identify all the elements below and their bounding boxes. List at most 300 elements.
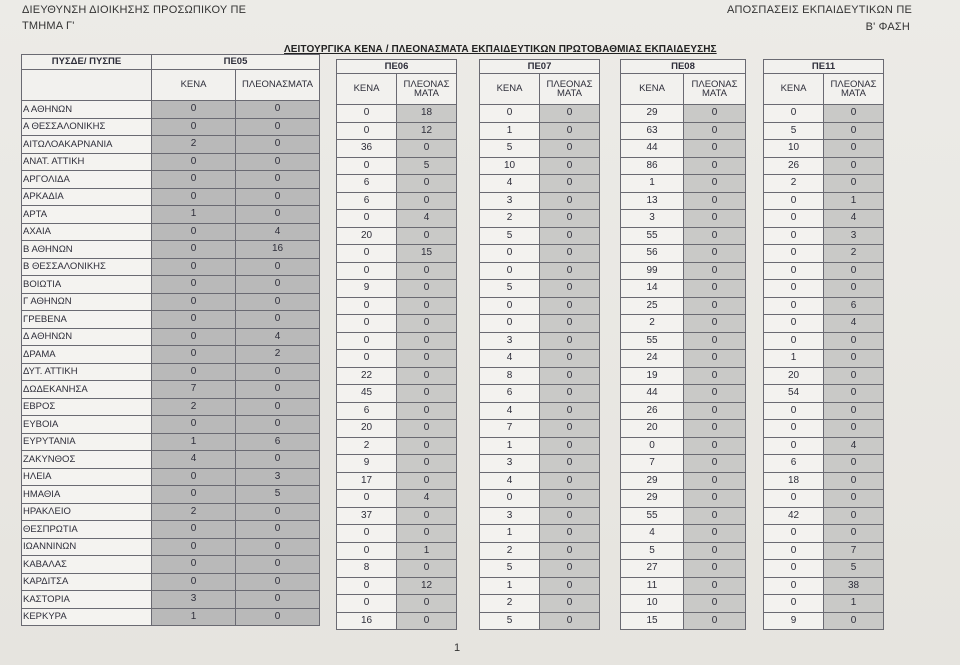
kena-cell: 18 [764,472,824,490]
table-row [621,385,746,403]
kena-cell: 26 [764,157,824,175]
pleonasmata-cell: 0 [824,525,884,543]
table-row [22,118,320,136]
table-row [480,105,600,123]
kena-cell: 54 [764,385,824,403]
table-row [22,276,320,294]
region-name-cell: ΔΡΑΜΑ [22,346,152,364]
table-row [480,227,600,245]
kena-cell: 7 [480,420,540,438]
region-name-cell: Γ ΑΘΗΝΩΝ [22,293,152,311]
table-body-pe05 [22,101,320,626]
kena-cell: 0 [764,227,824,245]
region-name-cell: ΑΡΚΑΔΙΑ [22,188,152,206]
pleonasmata-cell: 0 [824,367,884,385]
kena-cell: 0 [337,262,397,280]
pleonasmata-cell: 0 [684,105,746,123]
pleonasmata-cell: 0 [540,612,600,630]
table-row [764,385,884,403]
pleonasmata-cell: 0 [684,420,746,438]
pleonasmata-cell: 0 [540,210,600,228]
kena-cell: 0 [152,276,236,294]
table-row [764,332,884,350]
pleonasmata-cell: 0 [824,157,884,175]
col-mata-label: ΜΑΤΑ [557,88,582,99]
kena-cell: 0 [337,525,397,543]
kena-cell: 2 [480,210,540,228]
table-row [22,346,320,364]
kena-cell: 7 [621,455,684,473]
table-row [764,577,884,595]
table-row [764,525,884,543]
kena-cell: 0 [764,402,824,420]
kena-cell: 63 [621,122,684,140]
table-row [337,262,457,280]
pleonasmata-cell: 0 [540,420,600,438]
kena-cell: 10 [621,595,684,613]
table-row [480,455,600,473]
table-row [621,157,746,175]
kena-cell: 0 [764,490,824,508]
table-row [337,210,457,228]
kena-cell: 86 [621,157,684,175]
header-department: ΤΜΗΜΑ Γ' [22,20,75,32]
kena-cell: 0 [764,595,824,613]
kena-cell: 0 [621,437,684,455]
pleonasmata-cell: 3 [236,468,320,486]
pleonasmata-cell: 0 [397,297,457,315]
col-pleonasmata-header: ΠΛΕΟΝΑΣΜΑΤΑ [236,70,320,101]
table-row [480,577,600,595]
table-body-pe07 [480,105,600,630]
region-name-cell: ΑΧΑΙΑ [22,223,152,241]
kena-cell: 0 [152,171,236,189]
kena-cell: 20 [337,420,397,438]
pleonasmata-cell: 0 [824,175,884,193]
pleonasmata-cell: 12 [397,122,457,140]
region-name-cell: ΑΙΤΩΛΟΑΚΑΡΝΑΝΙΑ [22,136,152,154]
pleonasmata-cell: 0 [824,350,884,368]
table-row [621,350,746,368]
kena-cell: 0 [337,315,397,333]
table-row [764,157,884,175]
kena-cell: 2 [480,595,540,613]
pleonasmata-cell: 0 [397,455,457,473]
table-row [337,350,457,368]
table-row [337,560,457,578]
region-name-cell: ΘΕΣΠΡΩΤΙΑ [22,521,152,539]
kena-cell: 0 [152,328,236,346]
table-pe11 [763,59,884,630]
table-row [764,402,884,420]
kena-cell: 0 [764,420,824,438]
table-row [764,507,884,525]
pleonasmata-cell: 0 [236,608,320,626]
kena-cell: 2 [337,437,397,455]
pleonasmata-cell: 0 [236,538,320,556]
pleonasmata-cell: 0 [236,153,320,171]
pleonasmata-cell: 0 [397,280,457,298]
table-row [22,311,320,329]
pleonasmata-cell: 0 [397,560,457,578]
region-name-cell: ΔΥΤ. ΑΤΤΙΚΗ [22,363,152,381]
pleonasmata-cell: 0 [540,402,600,420]
region-header-spacer [22,70,152,101]
pleonasmata-cell: 0 [236,293,320,311]
kena-cell: 29 [621,490,684,508]
kena-cell: 0 [152,241,236,259]
pleonasmata-cell: 0 [397,595,457,613]
kena-cell: 16 [337,612,397,630]
table-row [22,521,320,539]
table-row [337,455,457,473]
kena-cell: 0 [480,490,540,508]
table-row [337,175,457,193]
region-name-cell: ΚΑΣΤΟΡΙΑ [22,591,152,609]
col-kena-header: ΚΕΝΑ [337,74,397,105]
table-row [480,175,600,193]
pleonasmata-cell: 4 [236,223,320,241]
kena-cell: 20 [764,367,824,385]
table-row [480,437,600,455]
kena-cell: 5 [480,612,540,630]
pleonasmata-cell: 5 [236,486,320,504]
kena-cell: 0 [764,297,824,315]
table-row [764,105,884,123]
pleonasmata-cell: 0 [236,451,320,469]
pleonasmata-cell: 0 [684,315,746,333]
pleonasmata-cell: 0 [824,402,884,420]
kena-cell: 0 [764,332,824,350]
pleonasmata-cell: 0 [824,420,884,438]
pleonasmata-cell: 4 [397,210,457,228]
kena-cell: 37 [337,507,397,525]
table-row [337,157,457,175]
kena-cell: 8 [480,367,540,385]
region-name-cell: ΑΝΑΤ. ΑΤΤΙΚΗ [22,153,152,171]
table-row [621,332,746,350]
table-row [480,420,600,438]
table-row [337,315,457,333]
table-row [621,437,746,455]
table-row [764,560,884,578]
kena-cell: 0 [480,262,540,280]
table-row [621,262,746,280]
pleonasmata-cell: 0 [684,367,746,385]
table-row [621,245,746,263]
pleonasmata-cell: 0 [824,140,884,158]
pleonasmata-cell: 0 [540,350,600,368]
kena-cell: 22 [337,367,397,385]
kena-cell: 19 [621,367,684,385]
pleonasmata-cell: 0 [397,140,457,158]
kena-cell: 6 [337,402,397,420]
pleonasmata-cell: 0 [540,507,600,525]
region-name-cell: ΕΥΒΟΙΑ [22,416,152,434]
pleonasmata-cell: 0 [236,101,320,119]
table-row [22,416,320,434]
kena-cell: 0 [152,293,236,311]
kena-cell: 0 [152,101,236,119]
kena-cell: 13 [621,192,684,210]
header-directorate: ΔΙΕΥΘΥΝΣΗ ΔΙΟΙΚΗΣΗΣ ΠΡΟΣΩΠΙΚΟΥ ΠΕ [22,4,247,16]
table-row [480,490,600,508]
kena-cell: 0 [152,556,236,574]
table-row [480,472,600,490]
table-row [621,472,746,490]
kena-cell: 6 [337,175,397,193]
table-row [22,206,320,224]
pleonasmata-cell: 0 [824,105,884,123]
table-row [337,542,457,560]
region-name-cell: ΚΑΡΔΙΤΣΑ [22,573,152,591]
table-row [764,280,884,298]
table-row [337,472,457,490]
col-kena-header: ΚΕΝΑ [152,70,236,101]
kena-cell: 5 [480,280,540,298]
table-row [337,402,457,420]
kena-cell: 4 [480,402,540,420]
table-row [337,297,457,315]
page-number: 1 [454,642,461,654]
kena-cell: 2 [152,398,236,416]
pleonasmata-cell: 0 [540,105,600,123]
region-name-cell: Β ΘΕΣΣΑΛΟΝΙΚΗΣ [22,258,152,276]
kena-cell: 4 [621,525,684,543]
pleonasmata-cell: 0 [236,381,320,399]
pleonasmata-cell: 0 [540,455,600,473]
pleonasmata-cell: 0 [236,363,320,381]
pleonasmata-cell: 16 [236,241,320,259]
table-row [22,328,320,346]
pleonasmata-cell: 0 [684,542,746,560]
pleonasmata-cell: 0 [397,472,457,490]
table-row [22,573,320,591]
group-header-pe07: ΠΕ07 [480,60,600,74]
col-pleonasmata-header [824,74,884,105]
table-row [480,367,600,385]
group-header-pe11: ΠΕ11 [764,60,884,74]
kena-cell: 0 [152,258,236,276]
table-row [480,332,600,350]
kena-cell: 20 [337,227,397,245]
pleonasmata-cell: 0 [540,437,600,455]
pleonasmata-cell: 0 [824,612,884,630]
table-row [22,433,320,451]
pleonasmata-cell: 0 [540,280,600,298]
pleonasmata-cell: 5 [397,157,457,175]
table-row [22,101,320,119]
table-row [22,451,320,469]
pleonasmata-cell: 0 [684,525,746,543]
kena-cell: 0 [152,538,236,556]
kena-cell: 0 [152,486,236,504]
table-row [22,591,320,609]
pleonasmata-cell: 0 [540,595,600,613]
col-pleonasmata-header [397,74,457,105]
region-name-cell: ΓΡΕΒΕΝΑ [22,311,152,329]
table-row [764,595,884,613]
kena-cell: 4 [480,350,540,368]
col-pleonas-label: ΠΛΕΟΝΑΣ [403,78,450,90]
pleonasmata-cell: 0 [236,521,320,539]
pleonasmata-cell: 0 [540,315,600,333]
table-row [621,577,746,595]
kena-cell: 9 [337,280,397,298]
pleonasmata-cell: 0 [540,490,600,508]
kena-cell: 44 [621,385,684,403]
kena-cell: 0 [337,577,397,595]
table-row [621,595,746,613]
kena-cell: 0 [764,105,824,123]
pleonasmata-cell: 12 [397,577,457,595]
pleonasmata-cell: 4 [236,328,320,346]
pleonasmata-cell: 0 [236,118,320,136]
table-row [480,297,600,315]
kena-cell: 2 [152,136,236,154]
kena-cell: 4 [480,175,540,193]
table-row [480,122,600,140]
kena-cell: 3 [621,210,684,228]
pleonasmata-cell: 0 [397,332,457,350]
table-row [337,595,457,613]
col-kena-header: ΚΕΝΑ [764,74,824,105]
table-row [337,612,457,630]
pleonasmata-cell: 0 [540,227,600,245]
table-row [22,363,320,381]
kena-cell: 99 [621,262,684,280]
col-kena-header: ΚΕΝΑ [621,74,684,105]
table-row [621,525,746,543]
kena-cell: 1 [480,577,540,595]
region-name-cell: ΚΕΡΚΥΡΑ [22,608,152,626]
table-pe06 [336,59,457,630]
kena-cell: 0 [764,280,824,298]
table-row [764,542,884,560]
pleonasmata-cell: 0 [236,311,320,329]
kena-cell: 14 [621,280,684,298]
kena-cell: 0 [337,350,397,368]
pleonasmata-cell: 0 [684,577,746,595]
kena-cell: 4 [152,451,236,469]
table-row [621,192,746,210]
pleonasmata-cell: 0 [236,136,320,154]
pleonasmata-cell: 0 [397,175,457,193]
table-row [621,612,746,630]
kena-cell: 1 [152,608,236,626]
kena-cell: 44 [621,140,684,158]
table-row [621,105,746,123]
table-row [337,245,457,263]
pleonasmata-cell: 6 [824,297,884,315]
kena-cell: 0 [337,490,397,508]
kena-cell: 5 [480,140,540,158]
pleonasmata-cell: 0 [684,210,746,228]
pleonasmata-cell: 0 [540,192,600,210]
kena-cell: 56 [621,245,684,263]
pleonasmata-cell: 0 [397,262,457,280]
pleonasmata-cell: 2 [236,346,320,364]
kena-cell: 3 [480,192,540,210]
table-row [764,297,884,315]
pleonasmata-cell: 0 [824,507,884,525]
pleonasmata-cell: 0 [540,577,600,595]
pleonasmata-cell: 0 [540,262,600,280]
pleonasmata-cell: 0 [397,525,457,543]
kena-cell: 27 [621,560,684,578]
kena-cell: 4 [480,472,540,490]
pleonasmata-cell: 0 [684,507,746,525]
table-row [480,140,600,158]
table-row [621,210,746,228]
kena-cell: 0 [337,122,397,140]
table-row [22,608,320,626]
pleonasmata-cell: 0 [684,472,746,490]
table-row [337,280,457,298]
kena-cell: 0 [764,315,824,333]
kena-cell: 5 [480,560,540,578]
kena-cell: 0 [152,468,236,486]
pleonasmata-cell: 0 [824,385,884,403]
kena-cell: 0 [152,153,236,171]
pleonasmata-cell: 1 [824,192,884,210]
kena-cell: 0 [152,118,236,136]
table-row [337,437,457,455]
pleonasmata-cell: 0 [397,192,457,210]
kena-cell: 0 [480,297,540,315]
table-row [480,245,600,263]
pleonasmata-cell: 4 [824,437,884,455]
kena-cell: 9 [337,455,397,473]
pleonasmata-cell: 0 [236,573,320,591]
pleonasmata-cell: 0 [397,367,457,385]
table-row [480,192,600,210]
pleonasmata-cell: 0 [684,157,746,175]
region-column-header: ΠΥΣΔΕ/ ΠΥΣΠΕ [22,55,152,70]
kena-cell: 1 [152,206,236,224]
table-row [480,210,600,228]
table-row [764,210,884,228]
table-row [764,122,884,140]
pleonasmata-cell: 0 [824,490,884,508]
table-row [480,525,600,543]
pleonasmata-cell: 0 [397,315,457,333]
pleonasmata-cell: 4 [824,210,884,228]
region-name-cell: ΑΡΤΑ [22,206,152,224]
group-header-pe05: ΠΕ05 [152,55,320,70]
region-name-cell: ΕΥΡΥΤΑΝΙΑ [22,433,152,451]
kena-cell: 0 [764,262,824,280]
kena-cell: 3 [152,591,236,609]
pleonasmata-cell: 0 [540,297,600,315]
table-row [22,241,320,259]
table-row [337,122,457,140]
pleonasmata-cell: 0 [684,280,746,298]
table-row [621,560,746,578]
table-pe08 [620,59,746,630]
table-row [337,105,457,123]
kena-cell: 0 [764,577,824,595]
pleonasmata-cell: 0 [540,140,600,158]
region-name-cell: ΖΑΚΥΝΘΟΣ [22,451,152,469]
kena-cell: 0 [152,311,236,329]
region-name-cell: ΕΒΡΟΣ [22,398,152,416]
pleonasmata-cell: 3 [824,227,884,245]
kena-cell: 26 [621,402,684,420]
kena-cell: 0 [337,210,397,228]
kena-cell: 0 [764,542,824,560]
kena-cell: 0 [764,560,824,578]
